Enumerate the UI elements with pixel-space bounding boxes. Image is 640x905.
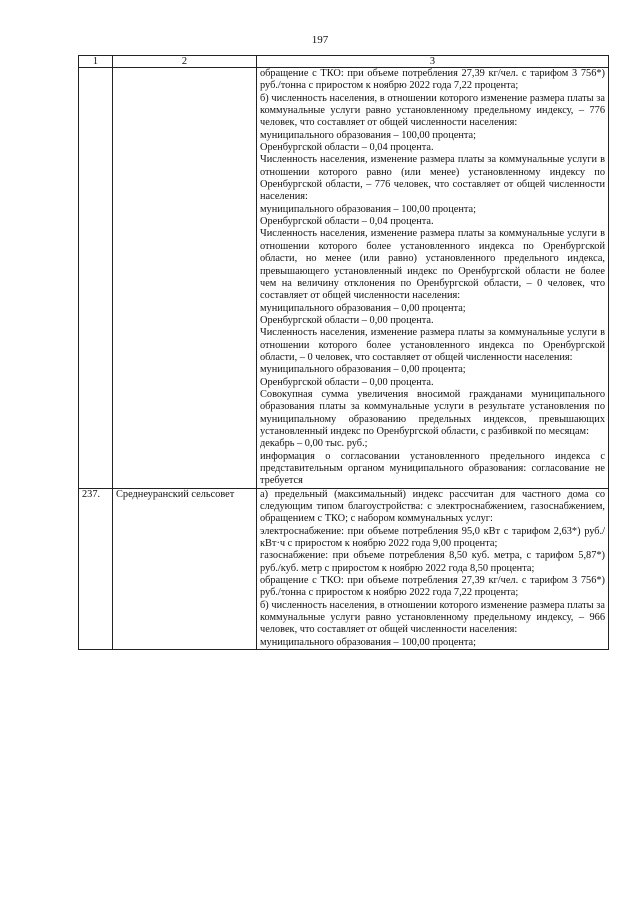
description-paragraph: электроснабжение: при объеме потребления 95,0 кВт с тарифом 2,63*) руб./кВт·ч с приростом к ноябрю 2022 года 9,00 процента; — [260, 525, 605, 550]
description-paragraph: Численность населения, изменение размера платы за коммунальные услуги в отношении которого равно (или менее) установленному индексу по Оренбургской области, – 776 человек, что составляет от общей численности населения: — [260, 154, 605, 203]
municipality-name — [113, 68, 257, 489]
row-number — [79, 68, 113, 489]
description-paragraph: муниципального образования – 100,00 процента; — [260, 129, 476, 141]
description-paragraph: муниципального образования – 100,00 процента; — [260, 203, 476, 215]
table-body — [79, 68, 609, 650]
description-paragraph: б) численность населения, в отношении которого изменение размера платы за коммунальные услуги равно установленному предельному индексу, – 776 человек, что составляет от общей численности населения: — [260, 92, 605, 129]
description-paragraph: обращение с ТКО: при объеме потребления 27,39 кг/чел. с тарифом 3 756*) руб./тонна с приростом к ноябрю 2022 года 7,22 процента; — [260, 68, 605, 92]
description-paragraph: б) численность населения, в отношении которого изменение размера платы за коммунальные услуги равно установленному предельному индексу, – 966 человек, что составляет от общей численности населения: — [260, 599, 605, 636]
description-paragraph: муниципального образования – 0,00 процента; — [260, 302, 466, 314]
description-paragraph: обращение с ТКО: при объеме потребления 27,39 кг/чел. с тарифом 3 756*) руб./тонна с приростом к ноябрю 2022 года 7,22 процента; — [260, 575, 605, 599]
description-paragraph: Оренбургской области – 0,00 процента. — [260, 314, 434, 326]
description-paragraph: муниципального образования – 0,00 процента; — [260, 364, 466, 376]
document-table — [78, 55, 609, 650]
description-paragraph: Численность населения, изменение размера платы за коммунальные услуги в отношении которого более установленного индекса по Оренбургской области, но менее (или равно) установленного предельного индекса, превышающего установленный индекс по Оренбургской области не более чем на величину отклонения по Оренбургской области, – 0 человек, что составляет от общей численности населения: — [260, 228, 605, 302]
column-header-1: 1 — [79, 56, 113, 68]
description-paragraph: Оренбургской области – 0,04 процента. — [260, 142, 434, 154]
description-paragraph: Численность населения, изменение размера платы за коммунальные услуги в отношении которого более установленного индекса по Оренбургской области, – 0 человек, что составляет от общей численности населения: — [260, 327, 605, 363]
description-paragraph: Совокупная сумма увеличения вносимой гражданами муниципального образования платы за коммунальные услуги в результате установления по муниципальному образованию предельных индексов, превышающих установленный индекс по Оренбургской области, с разбивкой по месяцам: — [260, 388, 605, 437]
description-paragraph: Оренбургской области – 0,04 процента. — [260, 216, 434, 228]
table-row — [79, 488, 609, 649]
column-header-3: 3 — [257, 56, 609, 68]
description-paragraph: декабрь – 0,00 тыс. руб.; — [260, 438, 368, 450]
description-paragraph: Оренбургской области – 0,00 процента. — [260, 376, 434, 388]
table-header-row — [79, 56, 609, 68]
row-number: 237. — [79, 488, 113, 649]
municipality-name: Среднеуранский сельсовет — [113, 488, 257, 649]
description-paragraph: газоснабжение: при объеме потребления 8,50 куб. метра, с тарифом 5,87*) руб./куб. метр с приростом к ноябрю 2022 года 8,50 процента; — [260, 550, 605, 574]
table-row — [79, 68, 609, 489]
description-paragraph: муниципального образования – 100,00 процента; — [260, 636, 476, 648]
column-header-2: 2 — [113, 56, 257, 68]
description-paragraph: информация о согласовании установленного предельного индекса с представительным органом муниципального образования: согласование не требуется — [260, 450, 605, 487]
row-description — [257, 68, 609, 489]
description-paragraph: а) предельный (максимальный) индекс рассчитан для частного дома со следующим типом благоустройства: с электроснабжением, газоснабжением, обращением с ТКО; с набором коммунальных услуг: — [260, 488, 605, 525]
row-description — [257, 488, 609, 649]
page-number: 197 — [311, 34, 329, 46]
